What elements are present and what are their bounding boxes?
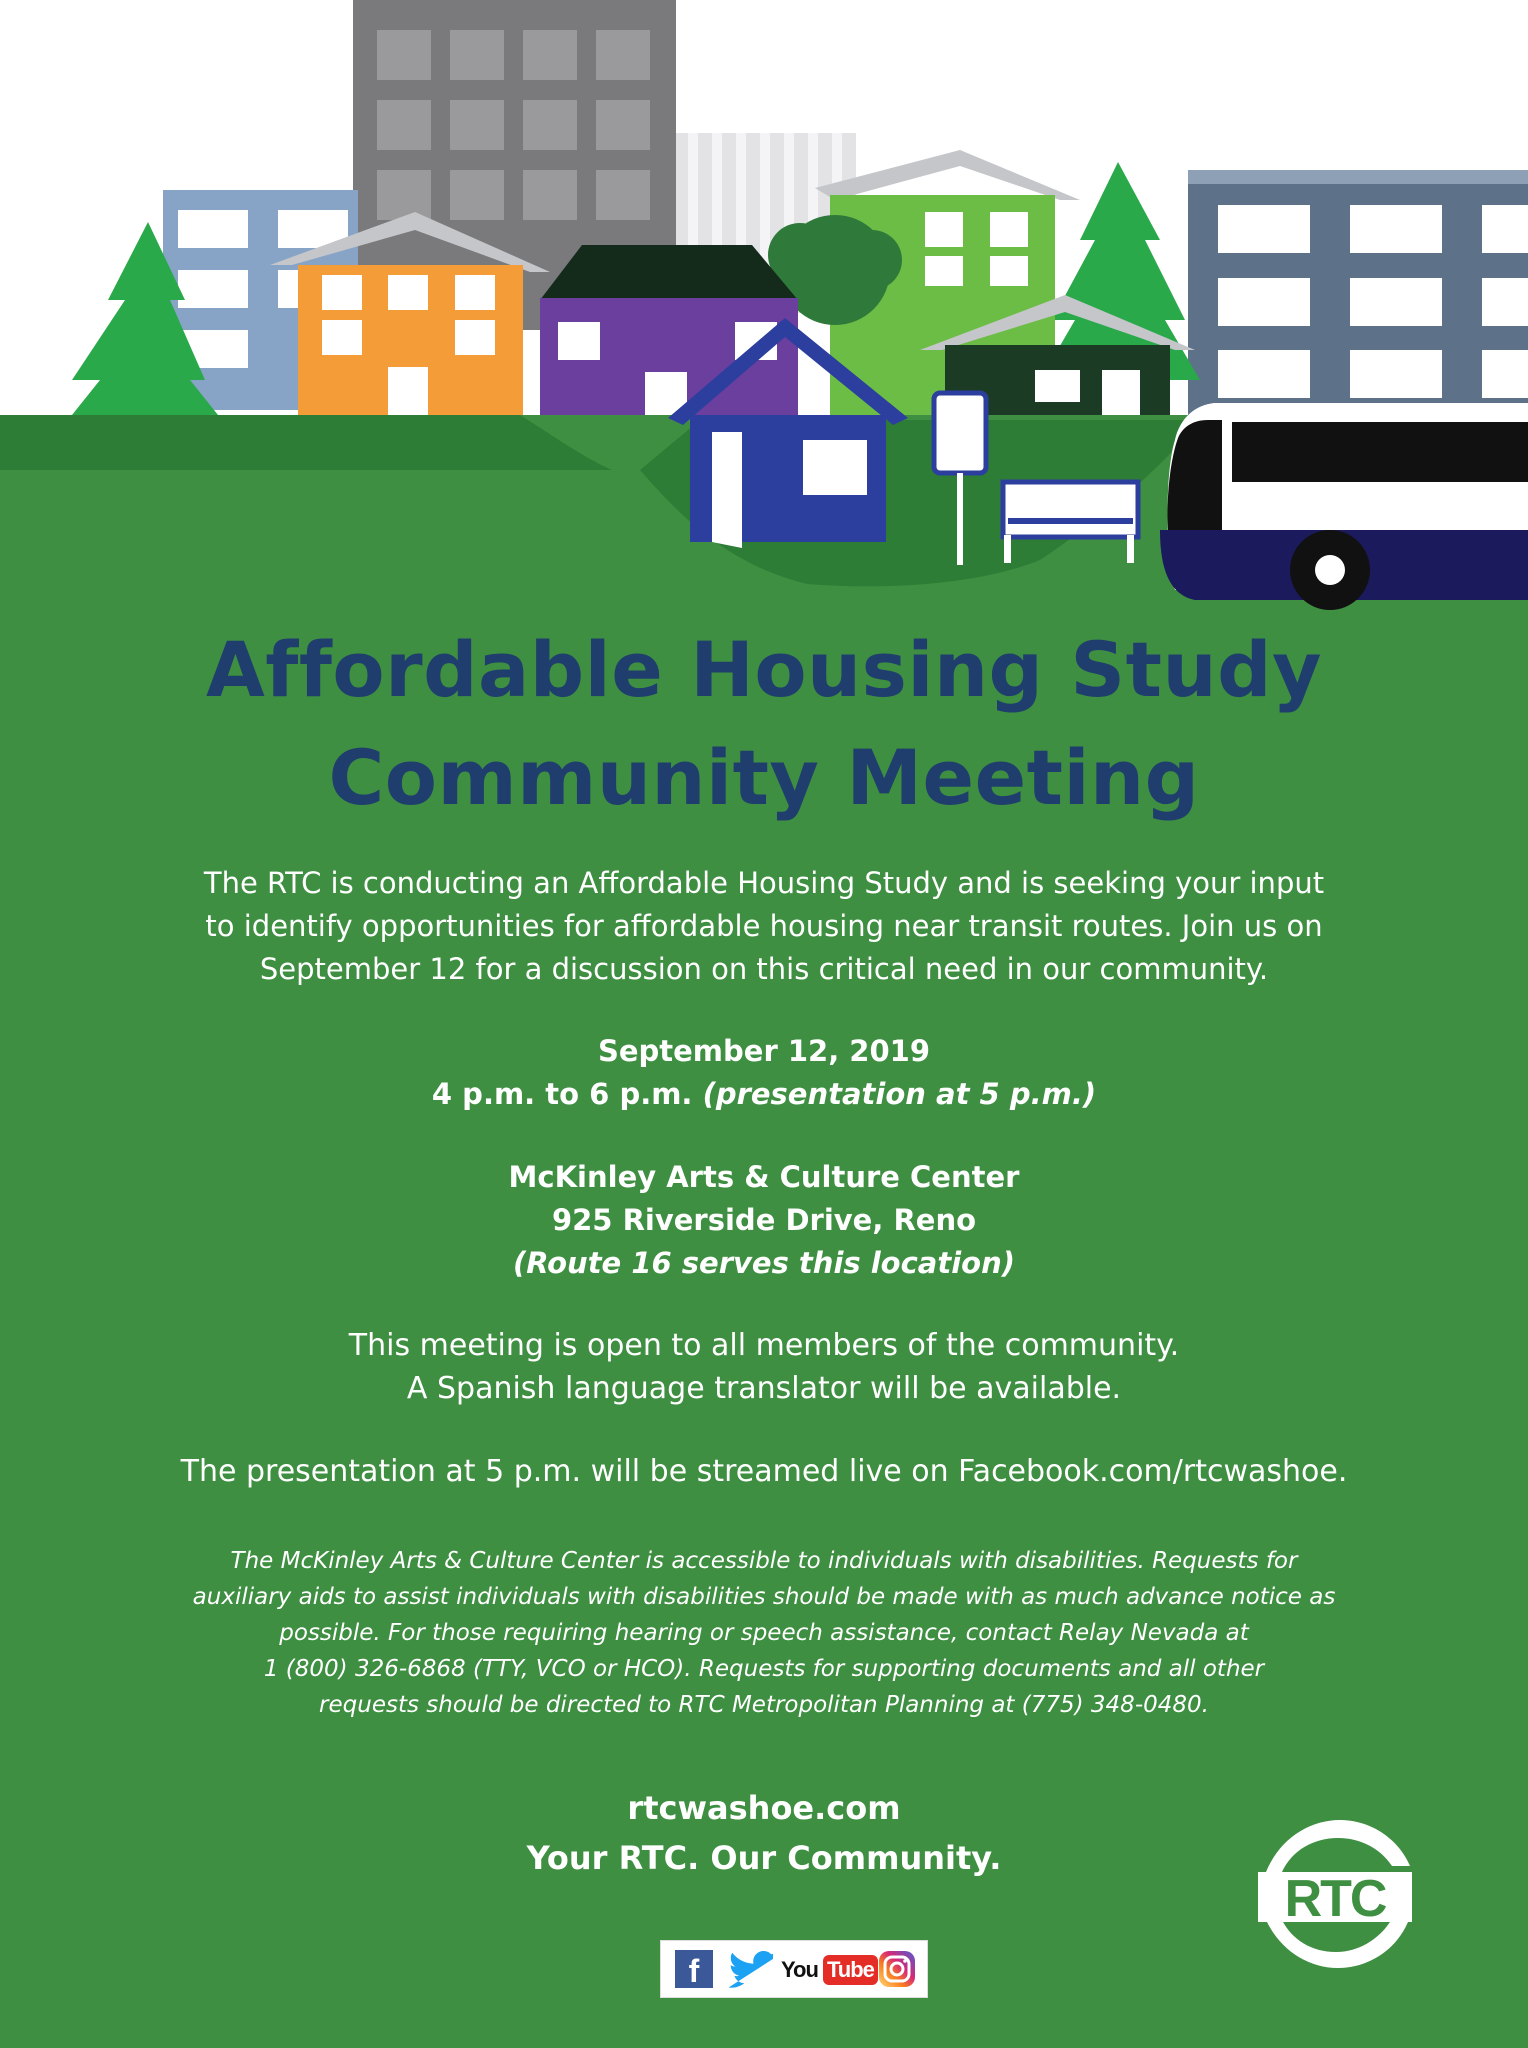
intro-paragraph <box>0 862 1528 991</box>
youtube-you-text: You <box>781 1957 818 1982</box>
event-time: 4 p.m. to 6 p.m. <box>431 1077 693 1111</box>
website-link[interactable]: rtcwashoe.com <box>627 1789 901 1827</box>
neighborhood-illustration <box>0 0 1528 640</box>
event-venue <box>0 1156 1528 1285</box>
disclaimer-line: auxiliary aids to assist individuals with disabilities should be made with as much advance notice as <box>192 1584 1336 1610</box>
rtc-logo-text: RTC <box>1284 1870 1386 1928</box>
venue-note: (Route 16 serves this location) <box>512 1246 1015 1280</box>
event-datetime <box>0 1030 1528 1116</box>
intro-line: The RTC is conducting an Affordable Housing Study and is seeking your input <box>203 866 1325 900</box>
rtc-logo <box>1252 1810 1418 1976</box>
bus-stop-sign <box>934 393 986 473</box>
venue-address: 925 Riverside Drive, Reno <box>551 1203 977 1237</box>
event-time-note: (presentation at 5 p.m.) <box>702 1077 1097 1111</box>
disclaimer-line: requests should be directed to RTC Metropolitan Planning at (775) 348-0480. <box>319 1692 1209 1718</box>
event-date: September 12, 2019 <box>597 1034 931 1068</box>
disclaimer-line: 1 (800) 326-6868 (TTY, VCO or HCO). Requests for supporting documents and all other <box>263 1656 1265 1682</box>
disclaimer-line: The McKinley Arts & Culture Center is accessible to individuals with disabilities. Requests for <box>230 1548 1298 1574</box>
instagram-icon[interactable] <box>877 1949 917 1989</box>
youtube-icon[interactable] <box>781 1955 874 1985</box>
bus-illustration <box>1160 403 1528 610</box>
facebook-icon[interactable]: f <box>675 1950 713 1988</box>
youtube-tube-text: Tube <box>823 1955 878 1985</box>
intro-line: September 12 for a discussion on this critical need in our community. <box>259 952 1269 986</box>
event-time-row <box>0 1073 1528 1116</box>
disclaimer-line: possible. For those requiring hearing or speech assistance, contact Relay Nevada at <box>279 1620 1249 1646</box>
title-line-2: Community Meeting <box>328 733 1200 822</box>
twitter-icon[interactable] <box>727 1949 773 1989</box>
open-to-all <box>0 1324 1528 1410</box>
social-icons <box>660 1940 928 1998</box>
tagline: Your RTC. Our Community. <box>526 1839 1002 1877</box>
title-line-1: Affordable Housing Study <box>205 625 1323 714</box>
open-line: This meeting is open to all members of the community. <box>348 1328 1180 1363</box>
accessibility-disclaimer <box>0 1543 1528 1723</box>
venue-name: McKinley Arts & Culture Center <box>508 1160 1020 1194</box>
intro-line: to identify opportunities for affordable housing near transit routes. Join us on <box>205 909 1323 943</box>
stream-line: The presentation at 5 p.m. will be streamed live on Facebook.com/rtcwashoe. <box>180 1454 1348 1489</box>
open-line: A Spanish language translator will be available. <box>406 1371 1122 1406</box>
